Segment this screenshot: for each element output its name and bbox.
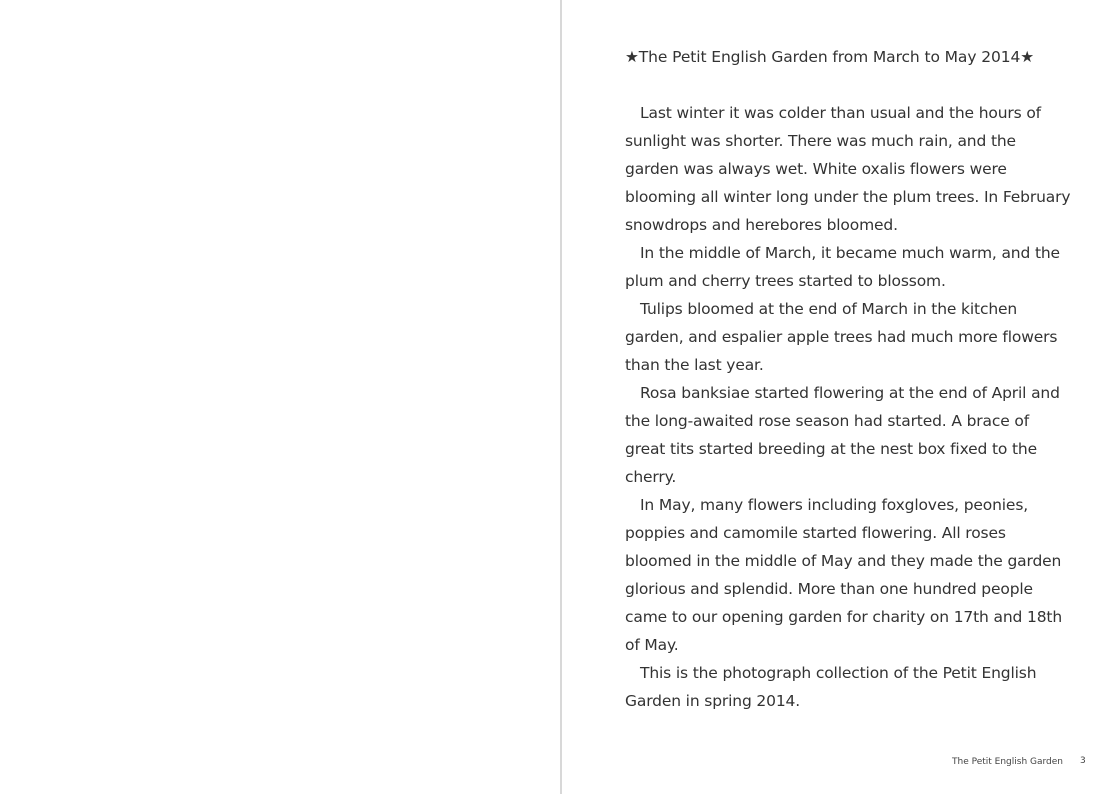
paragraph-tulips: Tulips bloomed at the end of March in the kitchen garden, and espalier apple trees had much more flowers than the last year. (625, 300, 1058, 374)
paragraph-collection: This is the photograph collection of the Petit English Garden in spring 2014. (625, 664, 1037, 710)
paragraph-winter: Last winter it was colder than usual and the hours of sunlight was shorter. There was much rain, and the garden was always wet. White oxalis flowers were blooming all winter long under the plum trees. In February snowdrops and herebores bloomed. (625, 104, 1071, 234)
paragraph-may: In May, many flowers including foxgloves, peonies, poppies and camomile started flowering. All roses bloomed in the middle of May and they made the garden glorious and splendid. More than one hundred people came to our opening garden for charity on 17th and 18th of May. (625, 496, 1063, 654)
running-footer-title: The Petit English Garden (952, 757, 1064, 767)
body-text (625, 99, 1073, 715)
page-title: ★The Petit English Garden from March to May 2014★ (625, 48, 1035, 66)
page-number: 3 (1080, 756, 1086, 766)
paragraph-march: In the middle of March, it became much warm, and the plum and cherry trees started to blossom. (625, 244, 1060, 290)
right-page (562, 0, 1119, 794)
paragraph-april: Rosa banksiae started flowering at the end of April and the long-awaited rose season had started. A brace of great tits started breeding at the nest box fixed to the cherry. (625, 384, 1060, 486)
